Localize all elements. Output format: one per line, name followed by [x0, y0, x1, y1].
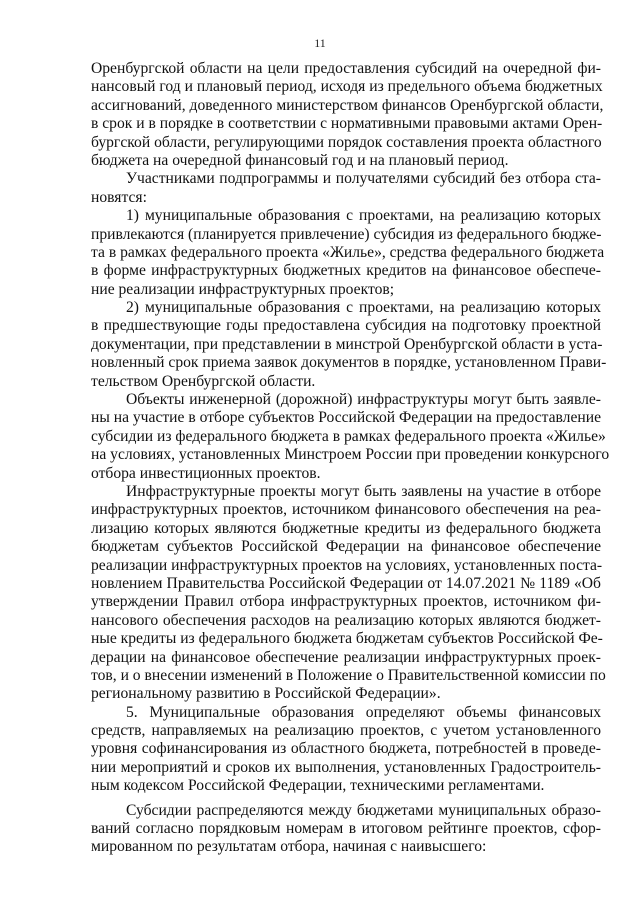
- paragraph: [91, 482, 606, 704]
- text-line: средств, направляемых на реализацию проектов, с учетом установленного: [91, 722, 601, 740]
- list-item: [91, 207, 605, 299]
- text-line: мированном по результатам отбора, начиная с наивысшего:: [91, 838, 487, 856]
- text-line: уровня софинансирования из областного бюджета, потребностей в проведе-: [91, 740, 601, 758]
- text-line: утверждении Правил отбора инфраструктурных проектов, источником фи-: [91, 593, 601, 611]
- text-line: дерации на финансовое обеспечение реализации инфраструктурных проек-: [91, 648, 601, 666]
- text-line: ные кредиты из федерального бюджета бюджетам субъектов Российской Фе-: [91, 630, 603, 648]
- text-line: ассигнований, доведенного министерством финансов Оренбургской области,: [91, 96, 604, 114]
- text-line: та в рамках федерального проекта «Жилье», средства федерального бюджета: [91, 243, 605, 261]
- text-line: бургской области, регулирующими порядок составления проекта областного: [91, 133, 602, 151]
- text-line: лизацию которых являются бюджетные кредиты из федерального бюджета: [91, 519, 601, 537]
- paragraph: [91, 802, 601, 857]
- text-line: реализации инфраструктурных проектов на условиях, установленных поста-: [91, 556, 603, 574]
- text-line: в предшествующие годы предоставлена субсидия на подготовку проектной: [91, 317, 601, 335]
- text-line: тов, и о внесении изменений в Положение о Правительственной комиссии по: [91, 666, 606, 684]
- paragraph: [91, 170, 601, 207]
- text-line: ны на участие в отборе субъектов Российской Федерации на предоставление: [91, 409, 601, 427]
- text-line: на условиях, установленных Минстроем России при проведении конкурсного: [91, 446, 610, 464]
- text-line: новятся:: [91, 188, 147, 206]
- text-line: ние реализации инфраструктурных проектов;: [91, 280, 395, 298]
- numbered-paragraph: [91, 704, 601, 796]
- text-line: новлением Правительства Российской Федерации от 14.07.2021 № 1189 «Об: [91, 574, 601, 592]
- text-line: бюджета на очередной финансовый год и на плановый период.: [91, 151, 509, 169]
- list-item: [91, 299, 607, 391]
- paragraph: [91, 391, 610, 483]
- page-number: 11: [314, 36, 326, 50]
- text-line: нансовый год и плановый период, исходя из предельного объема бюджетных: [91, 78, 603, 96]
- text-line: инфраструктурных проектов, источником финансового обеспечения на реа-: [91, 501, 601, 519]
- text-line: документации, при представлении в минстрой Оренбургской области в уста-: [91, 335, 603, 353]
- text-line: тельством Оренбургской области.: [91, 372, 316, 390]
- text-line: отбора инвестиционных проектов.: [91, 464, 321, 482]
- text-line: 5. Муниципальные образования определяют объемы финансовых: [126, 703, 601, 721]
- paragraph: [91, 60, 604, 170]
- text-line: Участниками подпрограммы и получателями субсидий без отбора ста-: [126, 170, 601, 188]
- text-line: нии мероприятий и сроков их выполнения, установленных Градостроитель-: [91, 758, 601, 776]
- text-line: в форме инфраструктурных бюджетных кредитов на финансовое обеспече-: [91, 262, 601, 280]
- document-body: [91, 60, 610, 857]
- text-line: привлекаются (планируется привлечение) субсидия из федерального бюдже-: [91, 225, 602, 243]
- text-line: Инфраструктурные проекты могут быть заявлены на участие в отборе: [126, 482, 601, 500]
- text-line: 2) муниципальные образования с проектами, на реализацию которых: [126, 299, 601, 317]
- text-line: субсидии из федерального бюджета в рамках федерального проекта «Жилье»: [91, 427, 606, 445]
- text-line: нансового обеспечения расходов на реализацию которых являются бюджет-: [91, 611, 601, 629]
- text-line: 1) муниципальные образования с проектами, на реализацию которых: [126, 207, 601, 225]
- text-line: в срок и в порядке в соответствии с нормативными правовыми актами Орен-: [91, 115, 603, 133]
- text-line: Субсидии распределяются между бюджетами муниципальных образо-: [126, 801, 601, 819]
- text-line: Объекты инженерной (дорожной) инфраструктуры могут быть заявле-: [126, 391, 601, 409]
- text-line: ным кодексом Российской Федерации, техническими регламентами.: [91, 777, 545, 795]
- text-line: бюджетам субъектов Российской Федерации на финансовое обеспечение: [91, 538, 601, 556]
- text-line: ваний согласно порядковым номерам в итоговом рейтинге проектов, сфор-: [91, 820, 601, 838]
- text-line: новленный срок приема заявок документов в порядке, установленном Прави-: [91, 354, 607, 372]
- text-line: региональному развитию в Российской Федерации».: [91, 685, 441, 703]
- text-line: Оренбургской области на цели предоставления субсидий на очередной фи-: [91, 60, 601, 77]
